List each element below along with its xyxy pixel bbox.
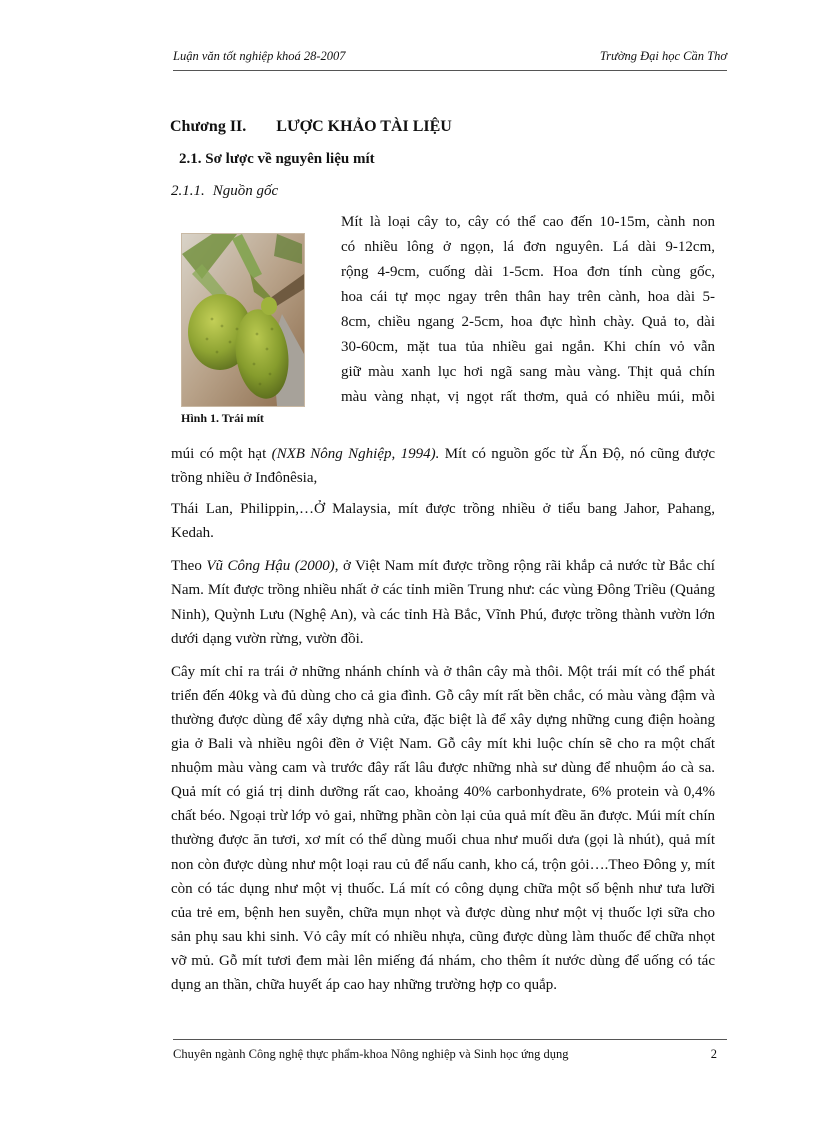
side-line: Mít là loại cây to, cây có thể cao đến 10-15m, cành non (341, 214, 715, 230)
side-line: có nhiều lông ở ngọn, lá đơn nguyên. Lá dài 9-12cm, (341, 239, 715, 255)
text-run: Mít có nguồn gốc từ Ấn Độ, nó cũng được trồng nhiều ở Inđônêsia, (171, 446, 715, 487)
jackfruit-illustration (182, 234, 304, 406)
header-university: Trường Đại học Cần Thơ (599, 49, 727, 63)
footer-department: Chuyên ngành Công nghệ thực phẩm-khoa Nông nghiệp và Sinh học ứng dụng (173, 1047, 569, 1061)
side-line: màu vàng nhạt, vị ngọt rất thơm, quả có nhiều múi, mỗi (341, 389, 715, 405)
side-line: rộng 4-9cm, cuống dài 1-5cm. Hoa đơn tính cùng gốc, (341, 264, 715, 280)
side-line: giữ màu xanh lục hơi ngã sang màu vàng. Thịt quả chín (341, 364, 715, 380)
side-line: 8cm, chiều ngang 2-5cm, hoa đực hình chày. Quả to, dài (341, 314, 715, 330)
subsection-title: Nguồn gốc (212, 183, 279, 199)
figure-caption: Hình 1. Trái mít (181, 411, 264, 425)
paragraph-uses: Cây mít chỉ ra trái ở những nhánh chính và ở thân cây mà thôi. Một trái mít có thể phát triển đến 40kg và đủ dùng cho cả gia đình. Gỗ cây mít rất bền chắc, có màu vàng đậm và thường được dùng để xây dựng nhà cửa, đặc biệt là để xây dựng những cung điện hoàng gia ở Bali và nhiều ngôi đền ở Việt Nam. Gỗ cây mít khi luộc chín sẽ cho ra một chất nhuộm màu vàng cam và trước đây rất lâu được những nhà sư dùng để nhuộm áo cà sa. Quả mít có giá trị dinh dưỡng rất cao, khoảng 40% carbonhydrate, 6% protein và 0,4% chất béo. Ngoại trừ lớp vỏ gai, những phần còn lại của quả mít đều ăn được. Múi mít chín thường được ăn tươi, xơ mít có thể dùng muối chua như muối dưa (gọi là nhút), quả mít non còn được dùng như một loại rau củ để nấu canh, kho cá, trộn gỏi….Theo Đông y, mít còn có tác dụng như một vị thuốc. Lá mít có công dụng chữa một số bệnh như tưa lưỡi của trẻ em, bệnh hen suyễn, chữa mụn nhọt và được dùng như một vị thuốc lợi sữa cho sản phụ sau khi sinh. Vỏ cây mít có nhiều nhựa, cũng được dùng làm thuốc để chữa nhọt vỡ mủ. Gỗ mít tươi đem mài lên miếng đá nhám, cho thêm ít nước dùng để uống có tác dụng an thần, chữa huyết áp cao hay những trường hợp co quắp. (171, 663, 715, 993)
side-line: 30-60cm, mặt tua tủa nhiều gai ngắn. Khi chín vỏ vẫn (341, 339, 715, 355)
page-number: 2 (710, 1047, 717, 1061)
paragraph-origin (171, 442, 715, 490)
subsection-heading (171, 183, 278, 200)
text-run: múi có một hạt (171, 446, 272, 462)
header-divider (173, 70, 727, 71)
footer-divider (173, 1039, 727, 1040)
chapter-title: LƯỢC KHẢO TÀI LIỆU (276, 118, 452, 135)
paragraph-vietnam (171, 554, 715, 650)
subsection-number: 2.1.1. (171, 183, 205, 199)
citation: (NXB Nông Nghiệp, 1994). (271, 446, 440, 462)
header-thesis-title: Luận văn tốt nghiệp khoá 28-2007 (173, 49, 346, 63)
jackfruit-photo (181, 233, 305, 407)
chapter-number: Chương II. (170, 118, 247, 135)
main-text (171, 442, 715, 1006)
side-line: hoa cái tự mọc ngay trên thân hay trên cành, hoa dài 5- (341, 289, 715, 305)
paragraph-countries: Thái Lan, Philippin,…Ở Malaysia, mít được trồng nhiều ở tiểu bang Jahor, Pahang, Kedah. (171, 501, 715, 542)
page-header (173, 49, 727, 67)
side-paragraph (341, 210, 715, 410)
section-heading: 2.1. Sơ lược về nguyên liệu mít (179, 151, 375, 167)
chapter-heading (170, 118, 452, 136)
text-run: Theo (171, 558, 207, 575)
citation: Vũ Công Hậu (2000) (206, 558, 335, 575)
text-run: , ở Việt Nam mít được trồng rộng rãi khắp cả nước từ Bắc chí Nam. Mít được trồng nhiều nhất ở các tỉnh miền Trung như: các vùng Đông Triều (Quảng Ninh), Quỳnh Lưu (Nghệ An), và các tỉnh Hà Bắc, Vĩnh Phú, được trồng thành vườn lớn dưới dạng vườn rừng, vườn đồi. (171, 558, 715, 647)
